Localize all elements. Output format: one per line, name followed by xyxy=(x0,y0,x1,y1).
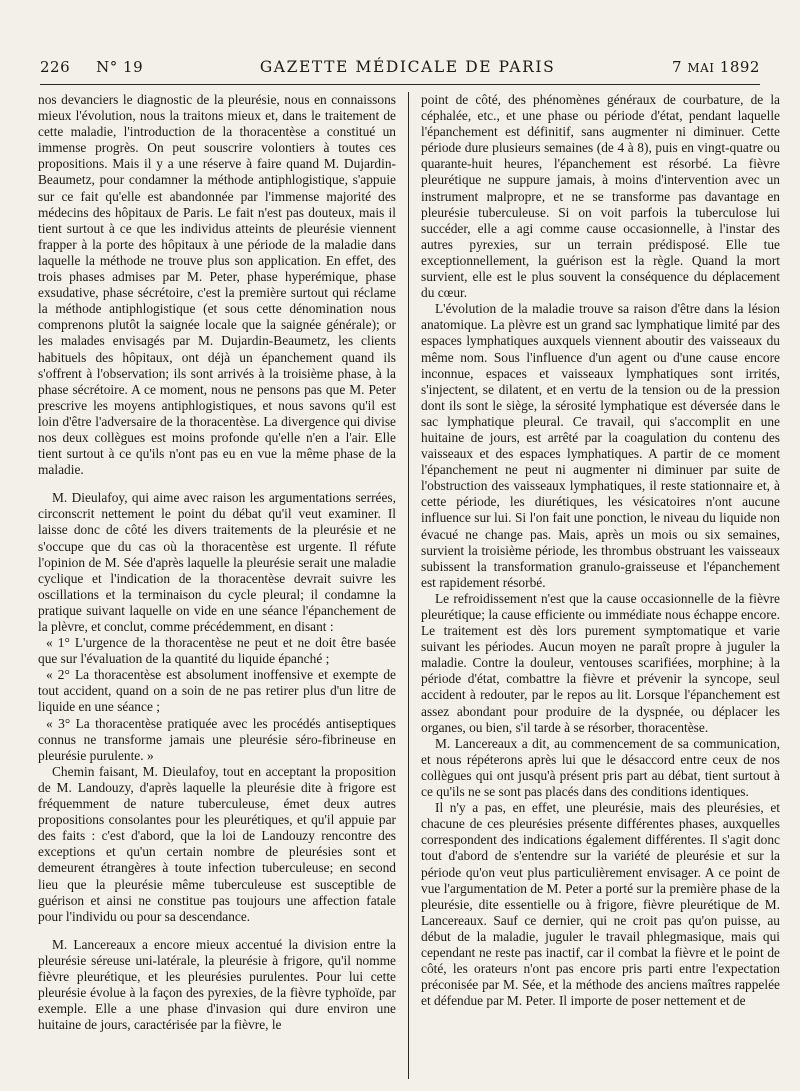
paragraph: M. Lancereaux a encore mieux accentué la division entre la pleurésie séreuse uni-latérale, la pleurésie à frigore, qu'il nomme fièvre pleurétique, et les pleurésies purulentes. Pour lui cette pleurésie évolue à la façon des pyrexies, de la fièvre typhoïde, par exemple. Elle a une phase d'invasion qui dure environ une huitaine de jours, caractérisée par la fièvre, le xyxy=(38,936,396,1033)
paragraph: L'évolution de la maladie trouve sa raison d'être dans la lésion anatomique. La plèvre est un grand sac lymphatique limité par des espaces lymphatiques auxquels viennent aboutir des vaisseaux du même nom. Sous l'influence d'un agent ou d'une cause encore inconnue, espaces et vaisseaux lymphatiques sont irrités, s'injectent, se dilatent, et en vertu de la tension ou de la pression dont ils sont le siège, la sérosité lymphatique est déversée dans le sac lymphatique pleural. Ce travail, qui s'accomplit en une huitaine de jours, est arrêté par la coagulation du contenu des vaisseaux et des espaces lymphatiques. A partir de ce moment l'épanchement ne peut ni augmenter ni diminuer par suite de l'obstruction des vaisseaux lymphatiques, il reste stationnaire et, à cette période, les diurétiques, les vésicatoires n'ont aucune influence sur lui. Si l'on fait une ponction, le niveau du liquide non évacué ne change pas. Mais, après un mois ou six semaines, survient la troisième période, les thrombus obstruant les vaisseaux subissent la transformation granulo-graisseuse et l'épanchement est rapidement résorbé. xyxy=(421,301,780,590)
paragraph: M. Lancereaux a dit, au commencement de sa communication, et nous répéterons après lui que le désaccord entre ceux de nos collègues qui ont jusqu'à présent pris part au débat, tient surtout à ce qu'ils ne se sont pas placés dans des conditions identiques. xyxy=(421,735,780,800)
page-number: 226 xyxy=(40,58,71,76)
quote-paragraph: « 3° La thoracentèse pratiquée avec les procédés antiseptiques connus ne transforme jamais une pleurésie séro-fibrineuse en pleurésie purulente. » xyxy=(38,715,396,763)
paragraph: M. Dieulafoy, qui aime avec raison les argumentations serrées, circonscrit nettement le point du débat qu'il veut examiner. Il laisse donc de côté les divers traitements de la pleurésie et ne s'occupe que du cas où la thoracentèse est urgente. Il réfute l'opinion de M. Sée d'après laquelle la pleurésie serait une maladie cyclique et l'indication de la thoracentèse devrait suivre les oscillations et la terminaison du cycle pleural; il condamne la pratique suivant laquelle on vide en une séance l'épanchement de la plèvre, et conclut, comme précédemment, en disant : xyxy=(38,490,396,634)
paragraph: Il n'y a pas, en effet, une pleurésie, mais des pleurésies, et chacune de ces pleurésies présente différentes phases, auxquelles correspondent des indications également différentes. Il s'agit donc tout d'abord de s'entendre sur la variété de pleurésie et sur la période qu'on veut plus particulièrement envisager. A ce point de vue l'argumentation de M. Peter a porté sur la première phase de la pleurésie, dite essentielle ou à frigore, fièvre pleurétique de M. Lancereaux. Sauf ce dernier, qui ne croit pas qu'on puisse, au début de la maladie, juguler le travail phlegmasique, mais qui cependant ne reste pas inactif, car il combat la fièvre et le point de côté, les orateurs n'ont pas encore pris parti entre l'expectation préconisée par M. Sée, et la méthode des anciens maîtres rappelée et défendue par M. Peter. Il importe de poser nettement et de xyxy=(421,800,780,1009)
paragraph: Chemin faisant, M. Dieulafoy, tout en acceptant la proposition de M. Landouzy, d'après laquelle la pleurésie dite à frigore est fréquemment de nature tuberculeuse, émet deux autres propositions consolantes pour les pleurétiques, et qu'il appuie par des faits : c'est d'abord, que la loi de Landouzy rencontre des exceptions et qu'un certain nombre de pleurésies sont et demeurent étrangères à toute infection tuberculeuse; en second lieu que la pleurésie même tuberculeuse est susceptible de guérison et ainsi ne constitue pas toujours une affection fatale pour l'individu ou pour sa descendance. xyxy=(38,763,396,924)
quote-paragraph: « 1° L'urgence de la thoracentèse ne peut et ne doit être basée que sur l'évaluation de la quantité du liquide épanché ; xyxy=(38,635,396,667)
quote-paragraph: « 2° La thoracentèse est absolument inoffensive et exempte de tout accident, quand on a soin de ne pas retirer plus d'un litre de liquide en une séance ; xyxy=(38,667,396,715)
text-columns xyxy=(38,92,780,1079)
paragraph: point de côté, des phénomènes généraux de courbature, de la céphalée, etc., et une phase ou période d'état, pendant laquelle l'épanchement est définitif, sans augmenter ni diminuer. Cette période dure plusieurs semaines (de 4 à 8), puis en vingt-quatre ou quarante-huit heures, l'épanchement est résorbé. La fièvre pleurétique ne suppure jamais, à moins d'intervention avec un instrument malpropre, et ne se transforme pas davantage en pleurésie tuberculeuse. Si on voit parfois la tuberculose lui succéder, elle a agi comme cause occasionnelle, à l'instar des autres pyrexies, sur un terrain prédisposé. Elle tue exceptionnellement, la guérison est la règle. Quand la mort survient, elle est le plus souvent la conséquence du déplacement du cœur. xyxy=(421,92,780,301)
date-month: MAI xyxy=(687,61,715,75)
issue-number: N° 19 xyxy=(96,58,144,76)
date-year: 1892 xyxy=(719,58,760,76)
left-column xyxy=(38,92,409,1079)
date-day: 7 xyxy=(671,58,683,76)
right-column xyxy=(409,92,780,1079)
paragraph: Le refroidissement n'est que la cause occasionnelle de la fièvre pleurétique; la cause efficiente ou immédiate nous échappe encore. Le traitement est dès lors purement symptomatique et varie suivant les périodes. Aucun moyen ne paraît propre à juguler la maladie. Contre la douleur, ventouses scarifiées, morphine; à la période d'état, combattre la fièvre et prévenir la syncope, seul accident à redouter, par le repos au lit. Lorsque l'épanchement est assez abondant pour produire de la dyspnée, ou déplacer les organes, ou bien, s'il tarde à se résorber, thoracentèse. xyxy=(421,590,780,735)
journal-title: GAZETTE MÉDICALE DE PARIS xyxy=(259,58,556,76)
header-left xyxy=(40,58,143,76)
paragraph: nos devanciers le diagnostic de la pleurésie, nous en connaissons mieux l'évolution, nous la traitons mieux et, dans le traitement de cette maladie, l'introduction de la thoracentèse a constitué un immense progrès. On peut souscrire volontiers à toutes ces propositions. Mais il y a une réserve à faire quand M. Dujardin-Beaumetz, pour condamner la méthode antiphlogistique, s'appuie sur ce fait qu'elle est abandonnée par l'immense majorité des médecins des hôpitaux de Paris. Le fait n'est pas douteux, mais il tient surtout à ce que les individus atteints de pleurésie viennent frapper à la porte des hôpitaux à une période de la maladie dans laquelle la méthode ne trouve plus son application. En effet, des trois phases admises par M. Peter, phase hyperémique, phase exsudative, phase sécrétoire, c'est la première surtout qui réclame la méthode antiphlogistique (et sous cette dénomination nous comprenons plutôt la saignée locale que la saignée générale); or les malades envisagés par M. Dujardin-Beaumetz, les clients habituels des hôpitaux, ont déjà un épanchement quand ils s'offrent à l'observation; ils sont arrivés à la troisième phase, à la phase sécrétoire. A ce moment, nous ne pensons pas que M. Peter prescrive les moyens antiphlogistiques, et nous savons qu'il est loin d'être l'adversaire de la thoracentèse. La divergence qui divise nos deux collègues est moins profonde qu'elle n'en a l'air. Elle tient surtout à ce qu'ils n'ont pas eu en vue la même phase de la maladie. xyxy=(38,92,396,478)
page-header xyxy=(40,58,760,85)
issue-date xyxy=(672,58,760,76)
